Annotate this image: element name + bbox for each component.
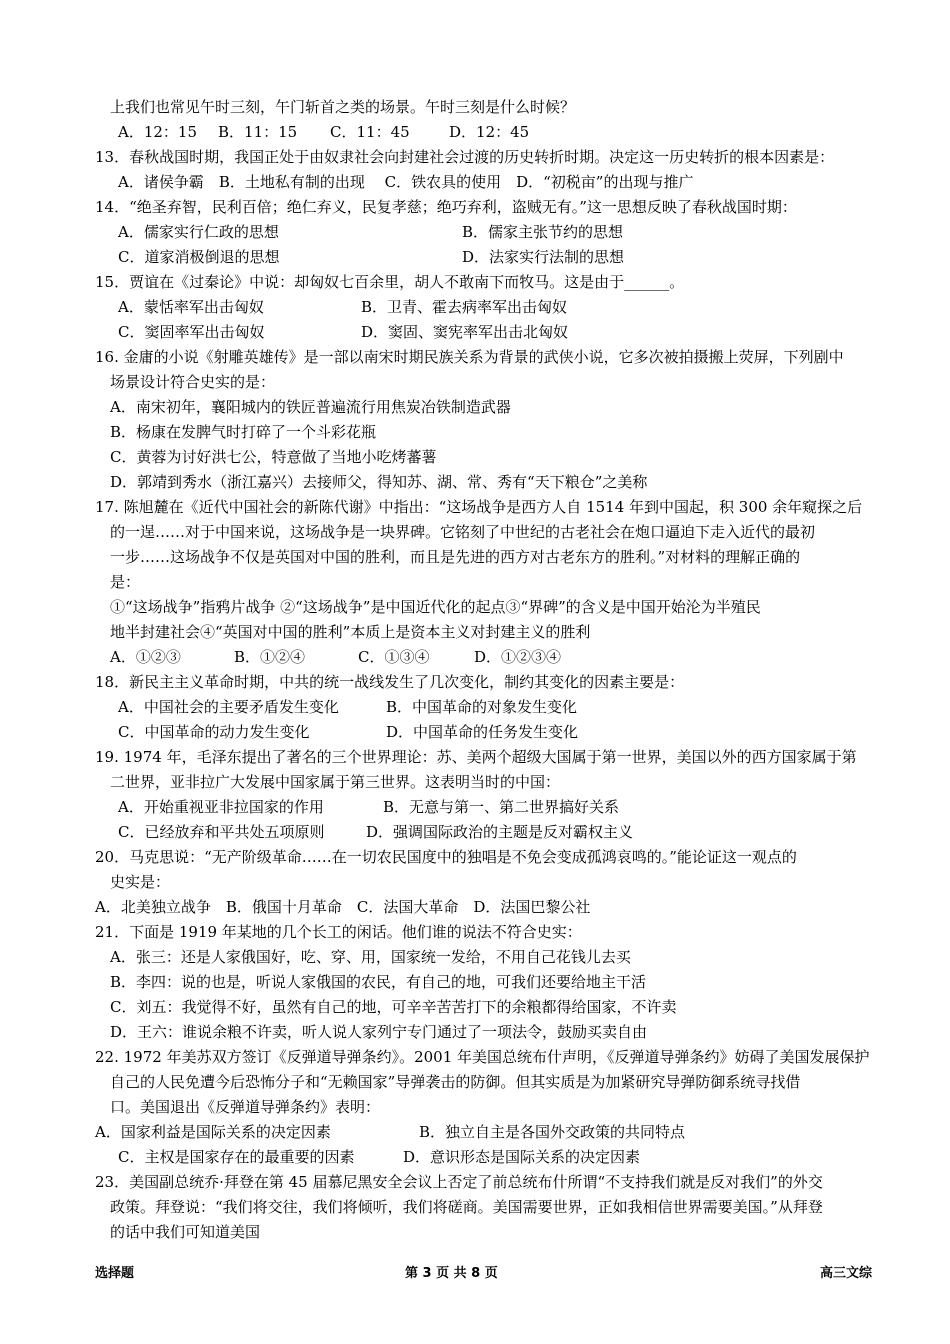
q19-option-a: A．开始重视亚非拉国家的作用 — [118, 798, 324, 816]
footer-subject: 高三文综 — [820, 1266, 873, 1281]
q12-option-a: A．12：15 — [118, 123, 198, 141]
q18-stem: 18．新民主主义革命时期，中共的统一战线发生了几次变化，制约其变化的因素主要是： — [95, 673, 685, 691]
q17-option-d: D．①②③④ — [474, 648, 562, 666]
q21-option-d: D．王六：谁说余粮不许卖，听人说人家列宁专门通过了一项法令，鼓励买卖自由 — [110, 1023, 648, 1041]
q19-stem: 19. 1974 年，毛泽东提出了著名的三个世界理论：苏、美两个超级大国属于第一世界，美国以外的西方国家属于第 — [95, 748, 857, 766]
q17-statements: ①“这场战争”指鸦片战争 ②“这场战争”是中国近代化的起点③“界碑”的含义是中国开始沦为半殖民 — [110, 598, 761, 616]
q14-option-d: D．法家实行法制的思想 — [462, 248, 625, 266]
q17-option-a: A．①②③ — [110, 648, 181, 666]
q23-stem-cont-1: 政策。拜登说：“我们将交往，我们将倾听，我们将磋商。美国需要世界，正如我相信世界需要美国。”从拜登 — [110, 1198, 823, 1216]
q14-option-a: A．儒家实行仁政的思想 — [118, 223, 279, 241]
q16-stem-cont: 场景设计符合史实的是： — [110, 373, 276, 391]
q20-stem: 20．马克思说：“无产阶级革命……在一切农民国度中的独唱是不免会变成孤鸿哀鸣的。”能论证这一观点的 — [95, 848, 797, 866]
q18-option-c: C．中国革命的动力发生变化 — [118, 723, 310, 741]
q17-option-b: B．①②④ — [234, 648, 306, 666]
q12-stem-cont: 上我们也常见午时三刻，午门斩首之类的场景。午时三刻是什么时候？ — [110, 98, 576, 116]
q19-option-c: C．已经放弃和平共处五项原则 — [118, 823, 325, 841]
q17-option-c: C．①③④ — [358, 648, 430, 666]
q22-option-a: A．国家利益是国际关系的决定因素 — [95, 1123, 331, 1141]
q19-option-d: D．强调国际政治的主题是反对霸权主义 — [366, 823, 634, 841]
q12-option-d: D．12：45 — [449, 123, 530, 141]
q13-stem: 13．春秋战国时期，我国正处于由奴隶社会向封建社会过渡的历史转折时期。决定这一历史转折的根本因素是： — [95, 148, 835, 166]
q23-stem: 23．美国副总统乔·拜登在第 45 届慕尼黑安全会议上否定了前总统布什所谓“不支持我们就是反对我们”的外交 — [95, 1173, 823, 1191]
q18-option-a: A．中国社会的主要矛盾发生变化 — [118, 698, 339, 716]
q17-stem-cont-1: 的一逞……对于中国来说，这场战争是一块界碑。它铭刻了中世纪的古老社会在炮口逼迫下走入近代的最初 — [110, 523, 816, 541]
q15-option-d: D．窦固、窦宪率军出击北匈奴 — [361, 323, 569, 341]
q13-options: A．诸侯争霸 B．土地私有制的出现 C．铁农具的使用 D．“初税亩”的出现与推广 — [118, 173, 694, 191]
q15-option-b: B．卫青、霍去病率军出击匈奴 — [361, 298, 568, 316]
q22-stem-cont-2: 口。美国退出《反弹道导弹条约》表明： — [110, 1098, 381, 1116]
footer-section: 选择题 — [95, 1266, 135, 1281]
q22-option-b: B．独立自主是各国外交政策的共同特点 — [419, 1123, 686, 1141]
q22-stem-cont-1: 自己的人民免遭今后恐怖分子和“无赖国家”导弹袭击的防御。但其实质是为加紧研究导弹防御系统寻找借 — [110, 1073, 801, 1091]
q16-option-c: C．黄蓉为讨好洪七公，特意做了当地小吃烤蕃薯 — [110, 448, 437, 466]
q15-option-c: C．窦固率军出击匈奴 — [118, 323, 265, 341]
q12-option-b: B．11：15 — [218, 123, 298, 141]
q20-options: A．北美独立战争 B．俄国十月革命 C．法国大革命 D．法国巴黎公社 — [95, 898, 591, 916]
q14-stem: 14．“绝圣弃智，民利百倍；绝仁弃义，民复孝慈；绝巧弃利，盗贼无有。”这一思想反映了春秋战国时期： — [95, 198, 797, 216]
q14-option-c: C．道家消极倒退的思想 — [118, 248, 280, 266]
q16-option-d: D．郭靖到秀水（浙江嘉兴）去接师父，得知苏、湖、常、秀有“天下粮仓”之美称 — [110, 473, 648, 491]
q18-option-d: D．中国革命的任务发生变化 — [386, 723, 579, 741]
q19-option-b: B．无意与第一、第二世界搞好关系 — [383, 798, 620, 816]
q17-stem: 17. 陈旭麓在《近代中国社会的新陈代谢》中指出：“这场战争是西方人自 1514 年到中国起，积 300 余年窥探之后 — [95, 498, 863, 516]
q16-option-b: B．杨康在发脾气时打碎了一个斗彩花瓶 — [110, 423, 377, 441]
q22-option-d: D．意识形态是国际关系的决定因素 — [403, 1148, 641, 1166]
q17-stem-cont-2: 一步……这场战争不仅是英国对中国的胜利，而且是先进的西方对古老东方的胜利。”对材料的理解正确的 — [110, 548, 801, 566]
q18-option-b: B．中国革命的对象发生变化 — [386, 698, 578, 716]
q15-stem: 15．贾谊在《过秦论》中说：却匈奴七百余里，胡人不敢南下而牧马。这是由于______。 — [95, 273, 685, 291]
q16-option-a: A．南宋初年，襄阳城内的铁匠普遍流行用焦炭冶铁制造武器 — [110, 398, 511, 416]
q21-option-c: C．刘五：我觉得不好，虽然有自己的地，可辛辛苦苦打下的余粮都得给国家，不许卖 — [110, 998, 677, 1016]
q20-stem-cont: 史实是： — [110, 873, 171, 891]
q15-option-a: A．蒙恬率军出击匈奴 — [118, 298, 264, 316]
q22-option-c: C．主权是国家存在的最重要的因素 — [118, 1148, 355, 1166]
q23-stem-cont-2: 的话中我们可知道美国 — [110, 1223, 261, 1241]
q22-stem: 22. 1972 年美苏双方签订《反弹道导弹条约》。2001 年美国总统布什声明，《反弹道导弹条约》妨碍了美国发展保护 — [95, 1048, 870, 1066]
q21-option-a: A．张三：还是人家俄国好，吃、穿、用，国家统一发给，不用自己花钱儿去买 — [110, 948, 631, 966]
q12-option-c: C．11：45 — [330, 123, 410, 141]
q14-option-b: B．儒家主张节约的思想 — [462, 223, 624, 241]
q17-stem-cont-3: 是： — [110, 573, 141, 591]
q21-stem: 21．下面是 1919 年某地的几个长工的闲话。他们谁的说法不符合史实： — [95, 923, 582, 941]
q16-stem: 16. 金庸的小说《射雕英雄传》是一部以南宋时期民族关系为背景的武侠小说，它多次被拍摄搬上荧屏，下列剧中 — [95, 348, 844, 366]
footer-page-number: 第 3 页 共 8 页 — [405, 1266, 498, 1281]
q21-option-b: B．李四：说的也是，听说人家俄国的农民，有自己的地，可我们还要给地主干活 — [110, 973, 647, 991]
q19-stem-cont: 二世界，亚非拉广大发展中国家属于第三世界。这表明当时的中国： — [110, 773, 561, 791]
q17-statements-cont: 地半封建社会④“英国对中国的胜利”本质上是资本主义对封建主义的胜利 — [110, 623, 591, 641]
